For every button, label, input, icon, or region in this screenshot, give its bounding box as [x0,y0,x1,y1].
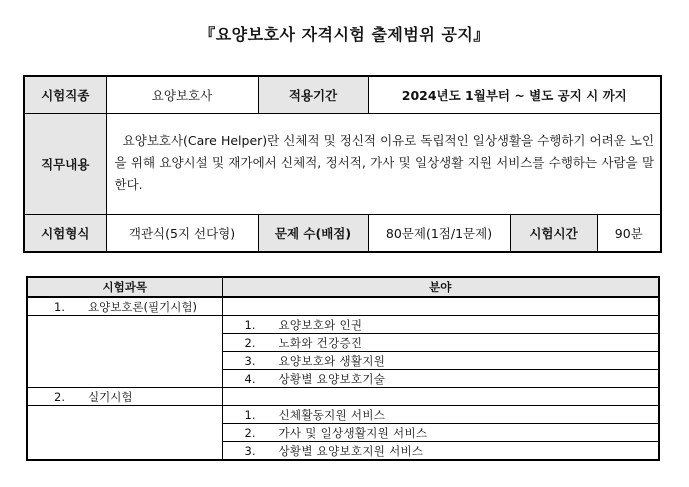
format-label: 시험형식 [24,215,106,253]
page-title: 『요양보호사 자격시험 출제범위 공지』 [199,25,490,44]
field-1-3: 3. 요양보호와 생활지원 [222,352,659,370]
job-value: 요양보호사 [106,76,258,114]
period-label: 적용기간 [258,76,368,114]
count-label: 문제 수(배점) [258,215,368,253]
field-header: 분야 [222,277,659,297]
table-row [27,406,659,424]
field-1-1: 1. 요양보호와 인권 [222,316,659,334]
table-row [27,388,659,406]
job-label: 시험직종 [24,76,106,114]
exam-info-table [23,75,662,253]
table-row [27,297,659,316]
duty-text: 요양보호사(Care Helper)란 신체적 및 정신적 이유로 독립적인 일상생활을 수행하기 어려운 노인을 위해 요양시설 및 재가에서 신체적, 정서적, 가사 및 일상생활 지원 서비스를 수행하는 사람을 말한다. [106,114,661,215]
count-value: 80문제(1점/1문제) [368,215,510,253]
subject-1: 1. 요양보호론(필기시험) [27,297,222,316]
subject-2: 2. 실기시험 [27,388,222,406]
field-1-4: 4. 상황별 요양보호기술 [222,370,659,388]
subject-header: 시험과목 [27,277,222,297]
duty-label: 직무내용 [24,114,106,215]
table-row [27,316,659,334]
field-2-2: 2. 가사 및 일상생활지원 서비스 [222,424,659,442]
period-value: 2024년도 1월부터 ~ 별도 공지 시 까지 [368,76,661,114]
field-2-1: 1. 신체활동지원 서비스 [222,406,659,424]
exam-scope-table [26,276,660,461]
field-1-2: 2. 노화와 건강증진 [222,334,659,352]
time-value: 90분 [597,215,661,253]
field-2-3: 3. 상황별 요양보호지원 서비스 [222,442,659,461]
format-value: 객관식(5지 선다형) [106,215,258,253]
time-label: 시험시간 [510,215,597,253]
